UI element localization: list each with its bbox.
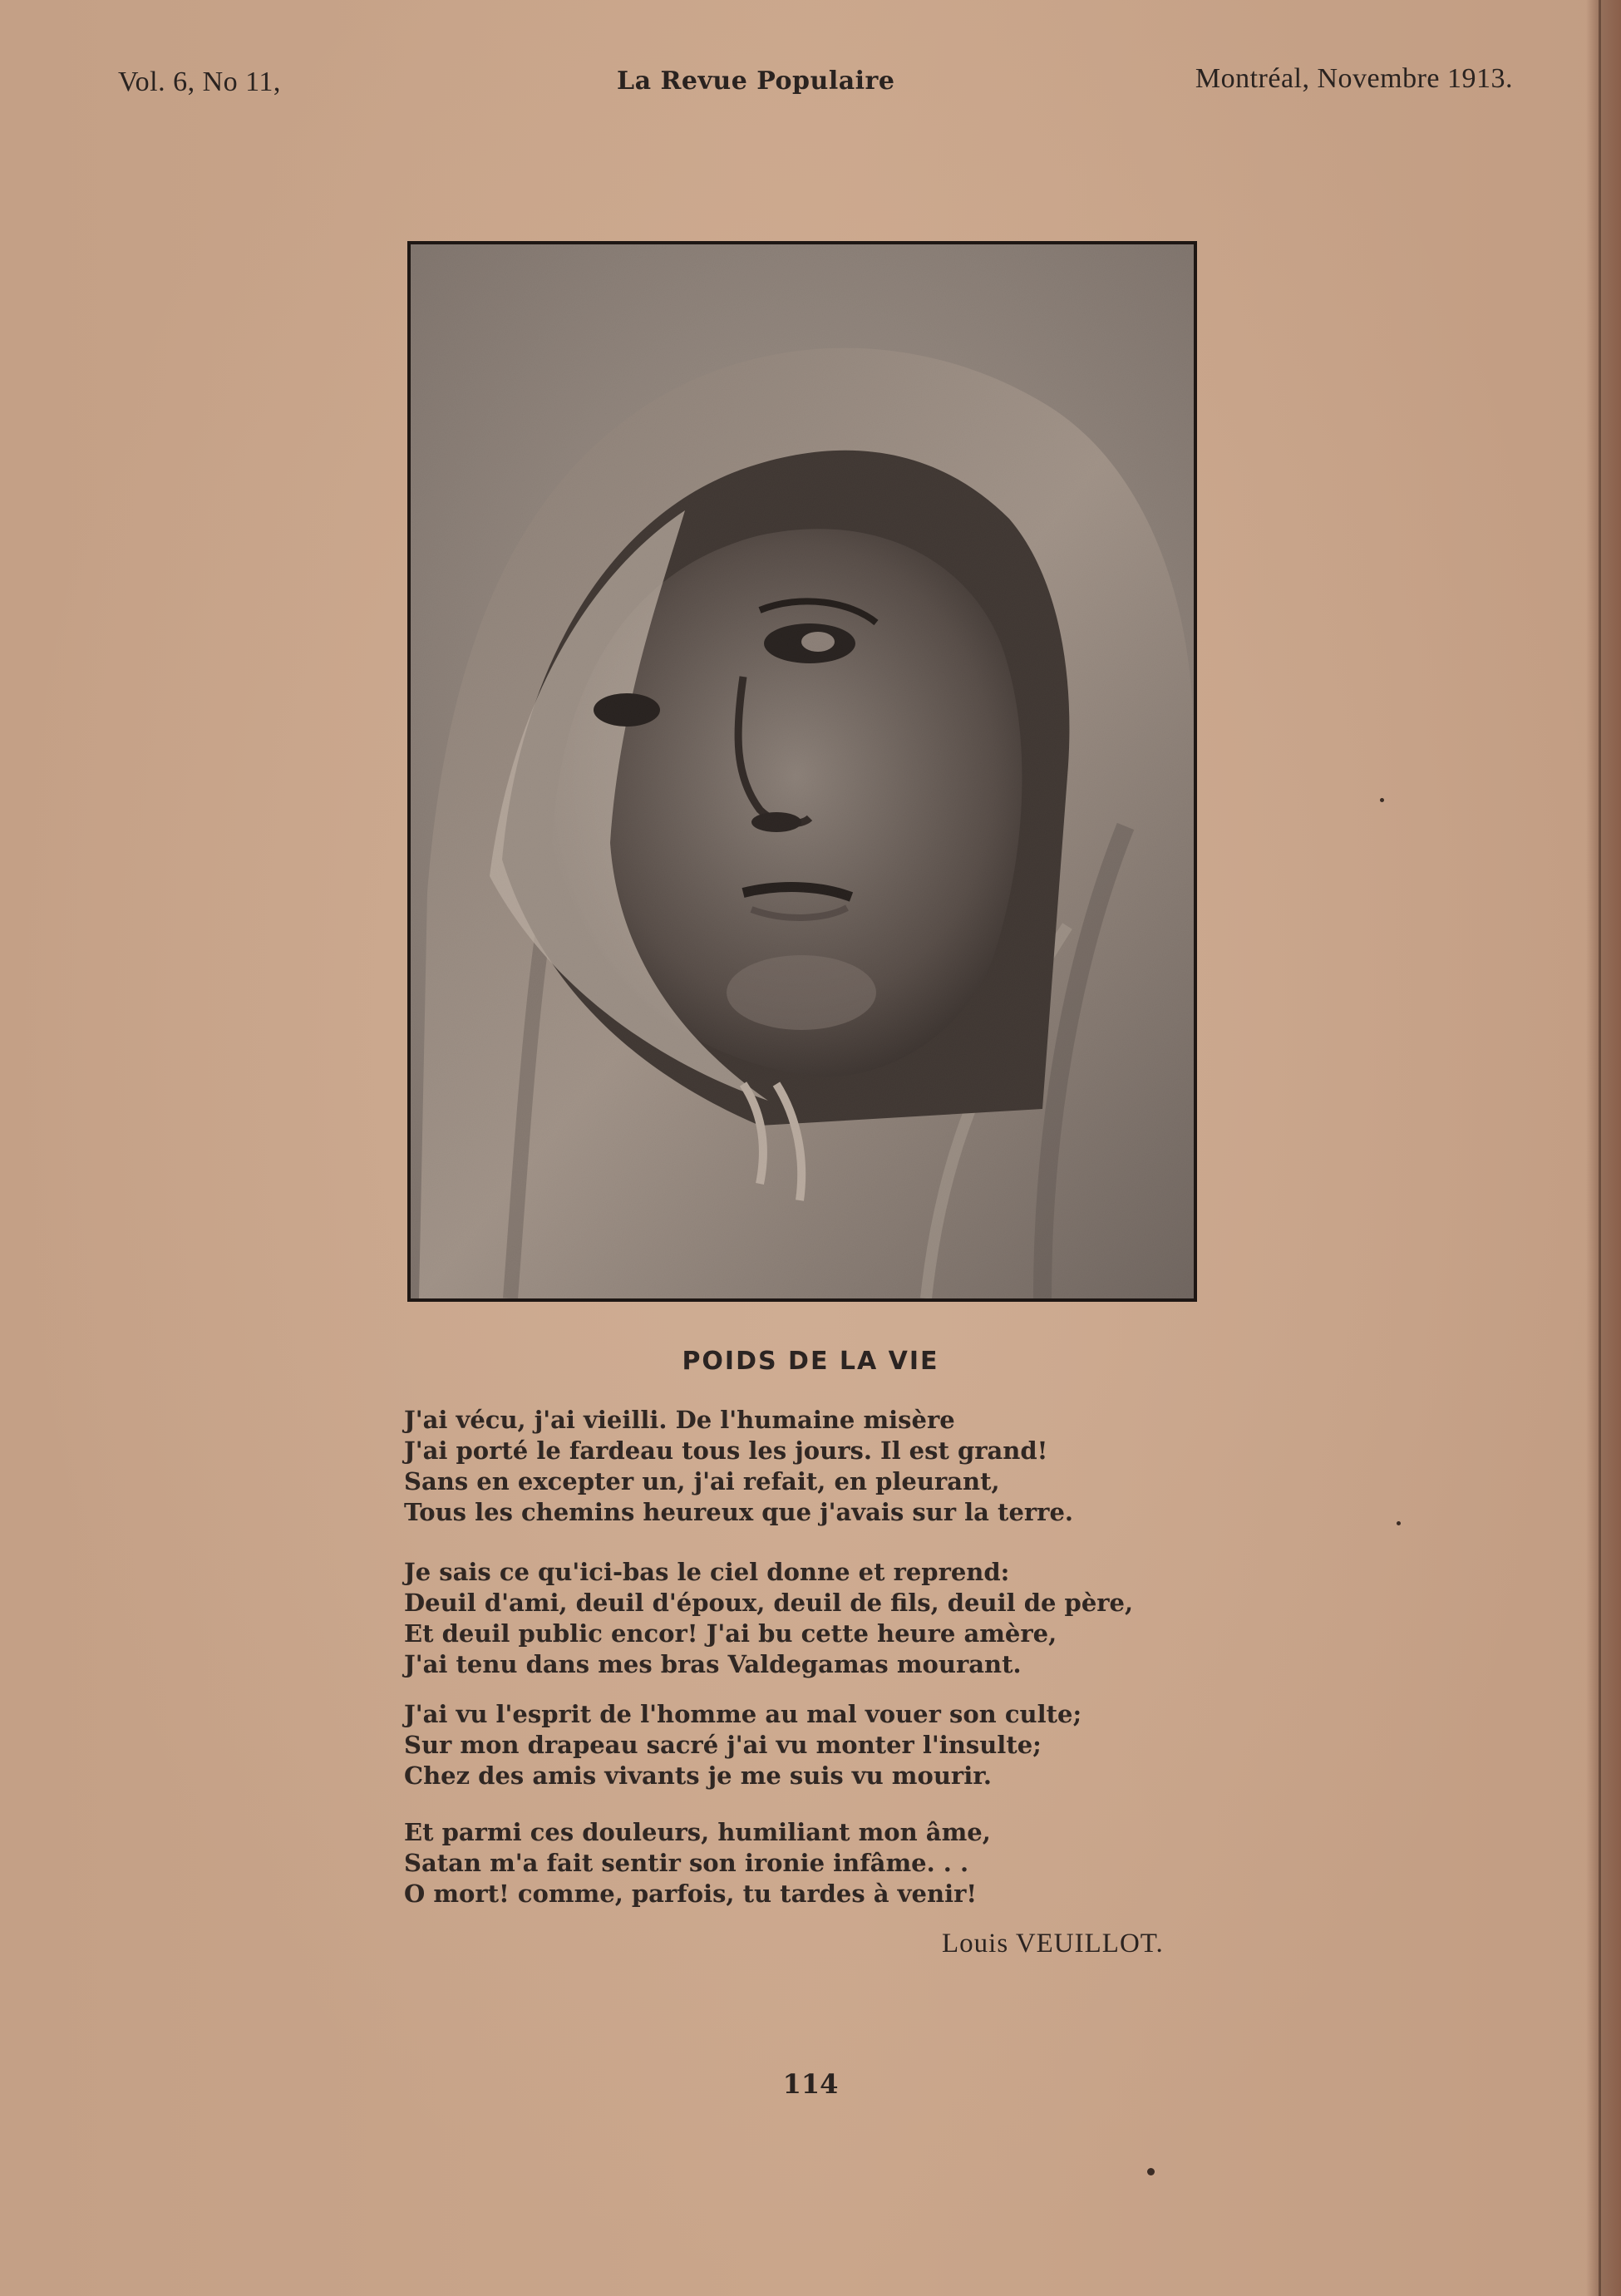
paper-speck [1380,798,1384,802]
poem-author: Louis VEUILLOT. [942,1929,1164,1958]
poem-line: Sur mon drapeau sacré j'ai vu monter l'insulte; [404,1731,1042,1759]
portrait-illustration [407,241,1197,1302]
poem-line: Deuil d'ami, deuil d'époux, deuil de fils, deuil de père, [404,1589,1134,1617]
volume-number: Vol. 6, No 11, [118,67,281,97]
stanza-1 [404,1405,1073,1528]
poem-line: Je sais ce qu'ici-bas le ciel donne et reprend: [404,1558,1010,1586]
stanza-2 [404,1557,1133,1680]
poem-line: Chez des amis vivants je me suis vu mourir. [404,1761,992,1790]
poem-line: J'ai porté le fardeau tous les jours. Il est grand! [404,1436,1048,1465]
poem-line: Et parmi ces douleurs, humiliant mon âme, [404,1818,991,1846]
poem-line: Et deuil public encor! J'ai bu cette heure amère, [404,1619,1057,1648]
poem-line: Tous les chemins heureux que j'avais sur la terre. [404,1498,1074,1526]
paper-speck [1397,1521,1401,1525]
poem-line: Satan m'a fait sentir son ironie infâme. . . [404,1849,969,1877]
publication-title: La Revue Populaire [617,67,895,96]
book-gutter-shadow [1586,0,1621,2296]
poem-line: O mort! comme, parfois, tu tardes à venir! [404,1880,978,1908]
paper-speck [1147,2168,1155,2175]
poem-title: POIDS DE LA VIE [682,1347,939,1376]
page-number: 114 [782,2068,839,2100]
running-header [118,63,1513,108]
place-and-date: Montréal, Novembre 1913. [1195,63,1513,94]
poem-line: J'ai vu l'esprit de l'homme au mal vouer son culte; [404,1700,1082,1728]
binding-edge [1599,0,1601,2296]
poem-line: J'ai vécu, j'ai vieilli. De l'humaine misère [404,1406,955,1434]
veiled-woman-portrait-image [411,244,1194,1298]
stanza-3 [404,1699,1081,1791]
poem-line: Sans en excepter un, j'ai refait, en pleurant, [404,1467,1000,1495]
poem-line: J'ai tenu dans mes bras Valdegamas mourant. [404,1650,1022,1678]
stanza-4 [404,1817,991,1909]
